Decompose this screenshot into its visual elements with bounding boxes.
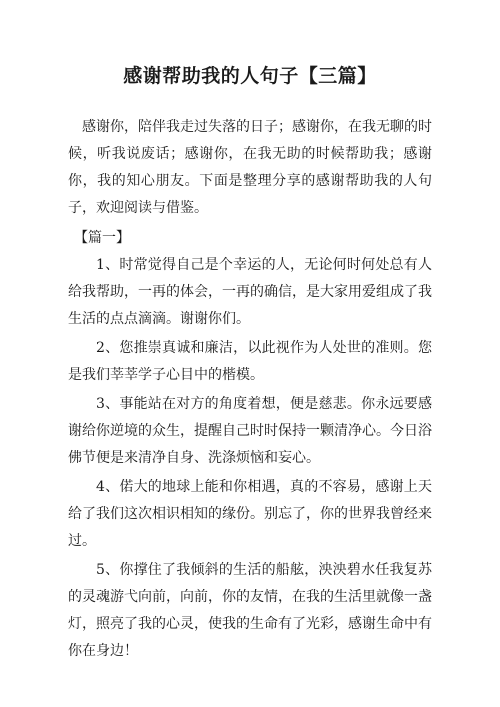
section-heading: 【篇一】: [74, 230, 130, 246]
list-item: 3、事能站在对方的角度着想，便是慈悲。你永远要感谢给你逆境的众生，提醒自己时时保持一颗清净心。今日浴佛节便是来清净自身、洗涤烦恼和妄心。: [68, 396, 432, 466]
list-item: 1、时常觉得自己是个幸运的人，无论何时何处总有人给我帮助，一再的体会，一再的确信，是大家用爱组成了我生活的点点滴滴。谢谢你们。: [68, 257, 432, 327]
list-item: 2、您推崇真诚和廉洁，以此视作为人处世的准则。您是我们莘莘学子心目中的楷模。: [68, 340, 432, 383]
intro-paragraph: 感谢你，陪伴我走过失落的日子；感谢你，在我无聊的时候，听我说废话；感谢你，在我无助的时候帮助我；感谢你，我的知心朋友。下面是整理分享的感谢帮助我的人句子，欢迎阅读与借鉴。: [68, 119, 432, 216]
list-item: 5、你撑住了我倾斜的生活的船舷，泱泱碧水任我复苏的灵魂游弋向前，向前，你的友情，在我的生活里就像一盏灯，照亮了我的心灵，使我的生命有了光彩，感谢生命中有你在身边！: [68, 562, 432, 659]
list-item: 4、偌大的地球上能和你相遇，真的不容易，感谢上天给了我们这次相识相知的缘份。别忘了，你的世界我曾经来过。: [68, 479, 432, 549]
document-title: 感谢帮助我的人句子【三篇】: [123, 65, 377, 87]
